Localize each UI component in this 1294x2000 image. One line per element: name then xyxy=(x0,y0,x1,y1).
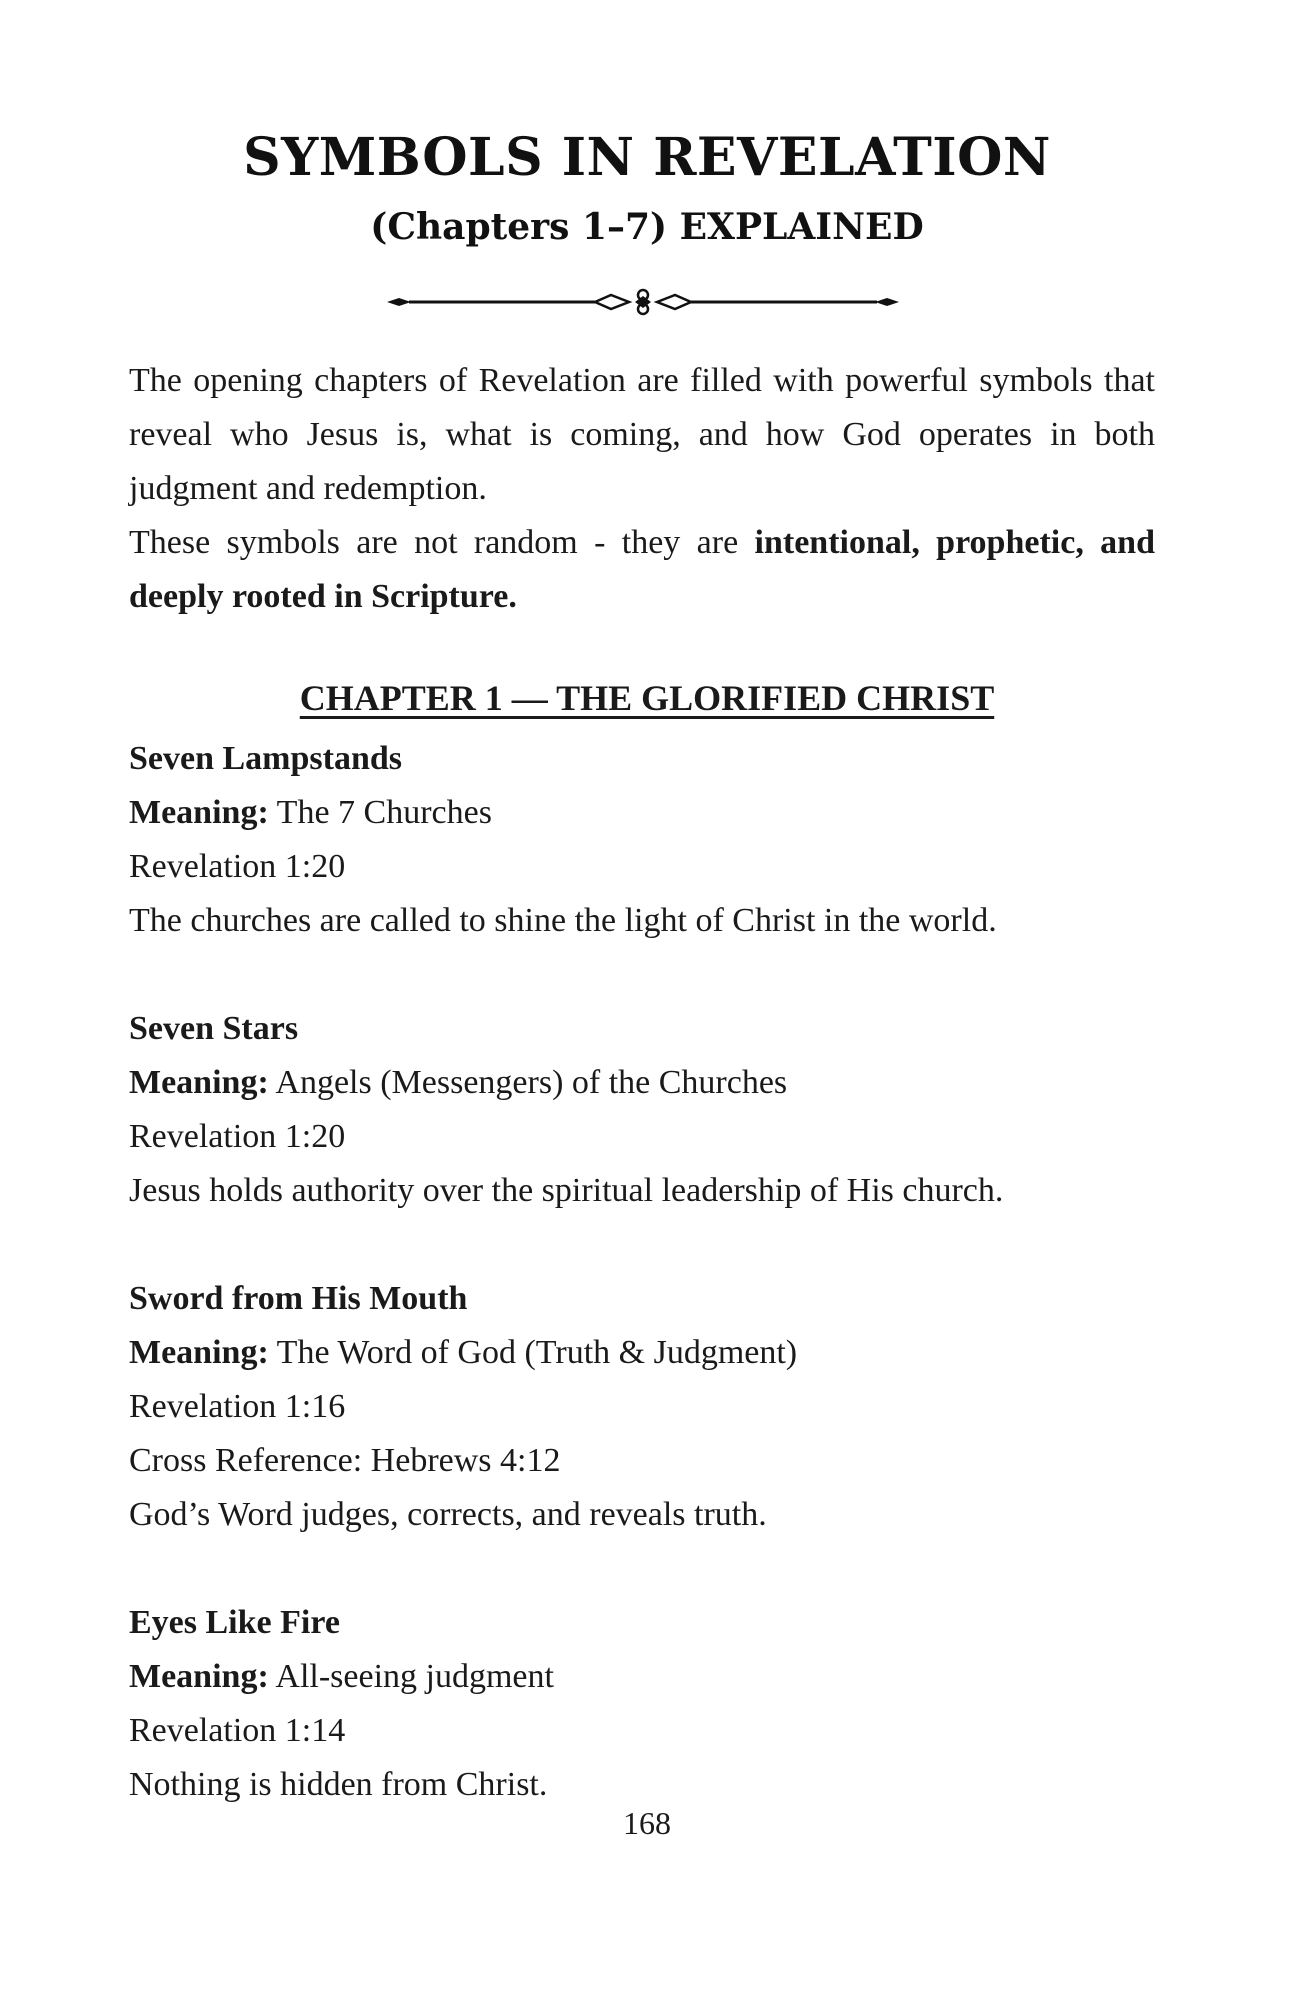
symbol-note: God’s Word judges, corrects, and reveals truth. xyxy=(129,1496,767,1533)
page-title: SYMBOLS IN REVELATION xyxy=(243,127,1051,188)
symbol-meaning xyxy=(129,1650,1169,1704)
symbol-meaning xyxy=(129,1326,1169,1380)
symbol-cross-reference: Cross Reference: Hebrews 4:12 xyxy=(129,1442,561,1479)
symbol-entry-seven-lampstands xyxy=(129,732,1169,948)
symbol-note: Jesus holds authority over the spiritual leadership of His church. xyxy=(129,1172,1004,1209)
intro-text xyxy=(129,354,1155,624)
subtitle-text: (Chapters 1–7) EXPLAINED xyxy=(370,206,924,248)
decorative-divider-icon xyxy=(385,282,901,322)
intro-paragraph-2-plain: These symbols are not random - they are xyxy=(129,524,755,561)
meaning-text: All-seeing judgment xyxy=(275,1658,554,1695)
meaning-text: The 7 Churches xyxy=(276,794,492,831)
symbol-name: Seven Stars xyxy=(129,1010,299,1047)
intro-paragraph-1: The opening chapters of Revelation are filled with powerful symbols that reveal who Jesus is, what is coming, and how God operates in both judgment and redemption. xyxy=(129,362,1155,507)
page-subtitle xyxy=(0,205,1294,249)
symbol-meaning xyxy=(129,786,1169,840)
symbol-entry-eyes-like-fire xyxy=(129,1596,1169,1812)
meaning-text: Angels (Messengers) of the Churches xyxy=(275,1064,788,1101)
intro-paragraph-2 xyxy=(129,516,1155,624)
intro-paragraph-2-bold: intentional, prophetic, and deeply rooted in Scripture. xyxy=(129,524,1155,615)
meaning-label: Meaning: xyxy=(129,1334,269,1371)
symbol-reference: Revelation 1:20 xyxy=(129,848,346,885)
symbol-name: Sword from His Mouth xyxy=(129,1280,468,1317)
symbol-note: Nothing is hidden from Christ. xyxy=(129,1766,548,1803)
symbol-meaning xyxy=(129,1056,1169,1110)
meaning-text: The Word of God (Truth & Judgment) xyxy=(276,1334,798,1371)
page-number: 168 xyxy=(623,1805,671,1841)
symbol-reference: Revelation 1:20 xyxy=(129,1118,346,1155)
symbol-name: Seven Lampstands xyxy=(129,740,403,777)
symbol-entries xyxy=(129,732,1169,1866)
meaning-label: Meaning: xyxy=(129,1658,269,1695)
symbol-reference: Revelation 1:16 xyxy=(129,1388,346,1425)
symbol-entry-sword-from-his-mouth xyxy=(129,1272,1169,1542)
symbol-name: Eyes Like Fire xyxy=(129,1604,340,1641)
meaning-label: Meaning: xyxy=(129,1064,269,1101)
symbol-entry-seven-stars xyxy=(129,1002,1169,1218)
meaning-label: Meaning: xyxy=(129,794,269,831)
symbol-note: The churches are called to shine the light of Christ in the world. xyxy=(129,902,997,939)
chapter-heading: CHAPTER 1 — THE GLORIFIED CHRIST xyxy=(299,678,995,718)
symbol-reference: Revelation 1:14 xyxy=(129,1712,346,1749)
